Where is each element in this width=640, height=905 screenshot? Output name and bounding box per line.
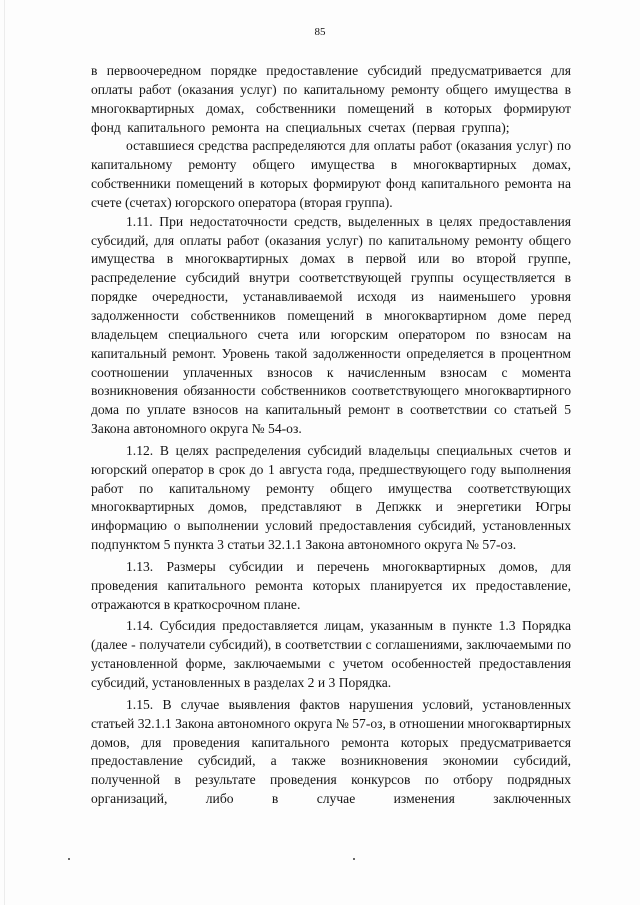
paragraph-clause-1-13: 1.13. Размеры субсидии и перечень многоквартирных домов, для проведения капитального ремонта которых планируется их предоставление, отражаются в краткосрочном плане. [91, 558, 571, 612]
paragraph-second-group: оставшиеся средства распределяются для оплаты работ (оказания услуг) по капитальному ремонту общего имущества в многоквартирных домах, собственники помещений в которых формируют фонд капитального ремонта на счете (счетах) югорского оператора (вторая группа). [91, 138, 571, 210]
paragraph-clause-1-11: 1.11. При недостаточности средств, выделенных в целях предоставления субсидий, для оплаты работ (оказания услуг) по капитальному ремонту общего имущества в многоквартирных домах в первой или во второй группе, распределение субсидий внутри соответствующей группы осуществляется в порядке очередности, устанавливаемой исходя из наименьшего уровня задолженности собственников помещений в многоквартирном доме перед владельцем специального счета или югорским оператором по взносам на капитальный ремонт. Уровень такой задолженности определяется в процентном соотношении уплаченных взносов к начисленным взносам с момента возникновения обязанности собственников соответствующего многоквартирного дома по уплате взносов на капитальный ремонт в соответствии со статьей 5 Закона автономного округа № 54-оз. [91, 213, 571, 437]
scan-speck [68, 858, 70, 860]
scan-edge-line [4, 0, 5, 905]
paragraph-clause-1-12: 1.12. В целях распределения субсидий владельцы специальных счетов и югорский оператор в срок до 1 августа года, предшествующего году выполнения работ по капитальному ремонту общего имущества соответствующих многоквартирных домов, представляют в Депжкк и энергетики Югры информацию о выполнении условий предоставления субсидий, установленных подпунктом 5 пункта 3 статьи 32.1.1 Закона автономного округа № 57-оз. [91, 442, 571, 553]
scan-speck [353, 858, 355, 860]
paragraph-clause-1-15: 1.15. В случае выявления фактов нарушения условий, установленных статьей 32.1.1 Закона автономного округа № 57-оз, в отношении многоквартирных домов, для проведения капитального ремонта которых предусматривается предоставление субсидий, а также возникновения экономии субсидий, полученной в результате проведения конкурсов по отбору подрядных организаций, либо в случае изменения заключенных [91, 696, 571, 807]
page-number: 85 [314, 26, 326, 38]
paragraph-first-group: в первоочередном порядке предоставление субсидий предусматривается для оплаты работ (оказания услуг) по капитальному ремонту общего имущества в многоквартирных домах, собственники помещений в которых формируют фонд капитального ремонта на специальных счетах (первая группа); [91, 63, 571, 135]
page-body [91, 62, 571, 809]
paragraph-clause-1-14: 1.14. Субсидия предоставляется лицам, указанным в пункте 1.3 Порядка (далее - получатели субсидий), в соответствии с соглашениями, заключаемыми по установленной форме, заключаемыми с учетом особенностей предоставления субсидий, установленных в разделах 2 и 3 Порядка. [91, 618, 571, 690]
